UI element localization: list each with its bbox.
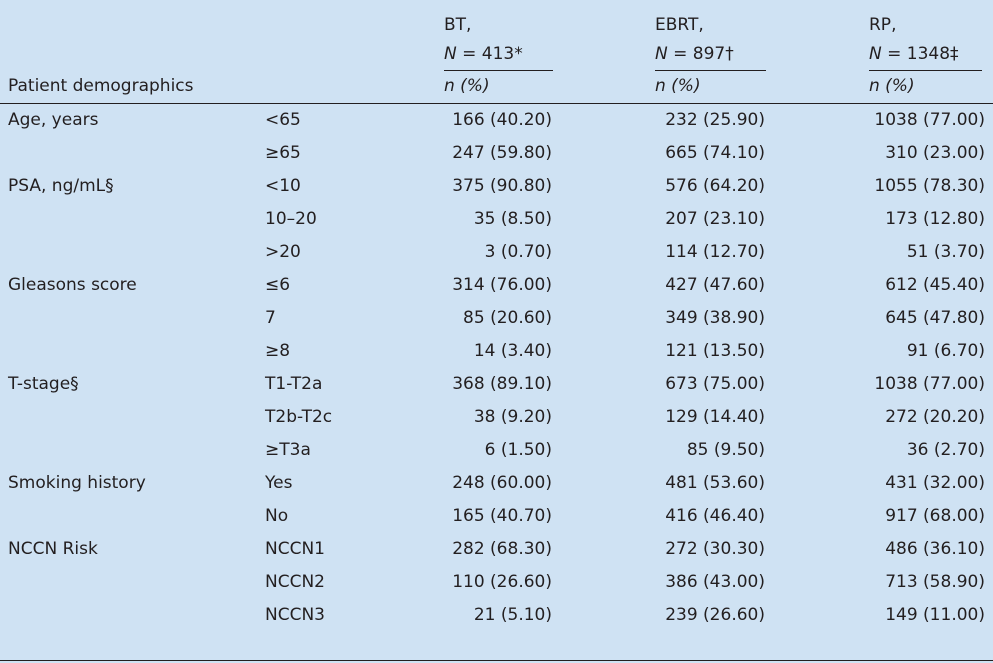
row-category: ≥T3a bbox=[265, 440, 311, 460]
row-category: 7 bbox=[265, 308, 276, 328]
table-row bbox=[0, 203, 993, 236]
row-demographic: Gleasons score bbox=[8, 275, 137, 295]
table-row bbox=[0, 302, 993, 335]
row-category: >20 bbox=[265, 242, 301, 262]
row-ebrt-value: 129 (14.40) bbox=[665, 407, 765, 427]
col-bt-n-label: N bbox=[444, 44, 457, 64]
row-rp-value: 486 (36.10) bbox=[885, 539, 985, 559]
table-row bbox=[0, 137, 993, 170]
row-rp-value: 917 (68.00) bbox=[885, 506, 985, 526]
table-row bbox=[0, 566, 993, 599]
table-row bbox=[0, 434, 993, 467]
row-rp-value: 36 (2.70) bbox=[906, 440, 985, 460]
col-rp-n-value: = 1348‡ bbox=[881, 44, 959, 64]
row-rp-value: 1038 (77.00) bbox=[874, 374, 985, 394]
row-rp-value: 272 (20.20) bbox=[885, 407, 985, 427]
table-row bbox=[0, 599, 993, 632]
row-ebrt-value: 272 (30.30) bbox=[665, 539, 765, 559]
row-ebrt-value: 665 (74.10) bbox=[665, 143, 765, 163]
row-bt-value: 85 (20.60) bbox=[463, 308, 552, 328]
col-rp-n-label: N bbox=[869, 44, 882, 64]
row-demographic: Smoking history bbox=[8, 473, 146, 493]
row-category: NCCN3 bbox=[265, 605, 325, 625]
row-bt-value: 35 (8.50) bbox=[473, 209, 552, 229]
col-bt-sub: n (%) bbox=[444, 76, 490, 96]
col-ebrt-sub: n (%) bbox=[655, 76, 701, 96]
table-row bbox=[0, 236, 993, 269]
col-ebrt-n-label: N bbox=[655, 44, 668, 64]
row-ebrt-value: 85 (9.50) bbox=[686, 440, 765, 460]
row-category: NCCN2 bbox=[265, 572, 325, 592]
row-category: T2b-T2c bbox=[265, 407, 333, 427]
row-category: <10 bbox=[265, 176, 301, 196]
col-ebrt-n-value: = 897† bbox=[667, 44, 734, 64]
table-row bbox=[0, 467, 993, 500]
row-bt-value: 248 (60.00) bbox=[452, 473, 552, 493]
col-bt-n-value: = 413* bbox=[456, 44, 523, 64]
row-category: ≤6 bbox=[265, 275, 291, 295]
table-row bbox=[0, 269, 993, 302]
row-ebrt-value: 232 (25.90) bbox=[665, 110, 765, 130]
table-row bbox=[0, 368, 993, 401]
row-rp-value: 713 (58.90) bbox=[885, 572, 985, 592]
row-bt-value: 375 (90.80) bbox=[452, 176, 552, 196]
row-bt-value: 165 (40.70) bbox=[452, 506, 552, 526]
row-rp-value: 91 (6.70) bbox=[906, 341, 985, 361]
col-rp-sub: n (%) bbox=[869, 76, 915, 96]
col-ebrt-rule bbox=[655, 70, 766, 71]
row-bt-value: 21 (5.10) bbox=[473, 605, 552, 625]
row-category: 10–20 bbox=[265, 209, 317, 229]
row-demographic: T-stage§ bbox=[8, 374, 79, 394]
row-ebrt-value: 673 (75.00) bbox=[665, 374, 765, 394]
row-ebrt-value: 576 (64.20) bbox=[665, 176, 765, 196]
col-bt-n bbox=[444, 44, 523, 64]
table-row bbox=[0, 401, 993, 434]
row-rp-value: 310 (23.00) bbox=[885, 143, 985, 163]
row-bt-value: 166 (40.20) bbox=[452, 110, 552, 130]
row-demographic: Age, years bbox=[8, 110, 99, 130]
row-bt-value: 314 (76.00) bbox=[452, 275, 552, 295]
row-bt-value: 110 (26.60) bbox=[452, 572, 552, 592]
row-ebrt-value: 207 (23.10) bbox=[665, 209, 765, 229]
row-rp-value: 645 (47.80) bbox=[885, 308, 985, 328]
row-ebrt-value: 349 (38.90) bbox=[665, 308, 765, 328]
row-ebrt-value: 427 (47.60) bbox=[665, 275, 765, 295]
row-bt-value: 14 (3.40) bbox=[473, 341, 552, 361]
row-category: T1-T2a bbox=[265, 374, 323, 394]
row-ebrt-value: 481 (53.60) bbox=[665, 473, 765, 493]
col-bt-rule bbox=[444, 70, 553, 71]
col-rp-rule bbox=[869, 70, 982, 71]
row-bt-value: 368 (89.10) bbox=[452, 374, 552, 394]
row-category: ≥65 bbox=[265, 143, 301, 163]
table-row bbox=[0, 533, 993, 566]
col-rp-n bbox=[869, 44, 959, 64]
demographics-header: Patient demographics bbox=[8, 76, 194, 96]
row-rp-value: 51 (3.70) bbox=[906, 242, 985, 262]
row-bt-value: 3 (0.70) bbox=[484, 242, 552, 262]
row-category: No bbox=[265, 506, 289, 526]
row-bt-value: 247 (59.80) bbox=[452, 143, 552, 163]
row-ebrt-value: 121 (13.50) bbox=[665, 341, 765, 361]
row-category: NCCN1 bbox=[265, 539, 325, 559]
table-row bbox=[0, 104, 993, 137]
row-ebrt-value: 239 (26.60) bbox=[665, 605, 765, 625]
row-demographic: PSA, ng/mL§ bbox=[8, 176, 114, 196]
row-ebrt-value: 386 (43.00) bbox=[665, 572, 765, 592]
row-bt-value: 6 (1.50) bbox=[484, 440, 552, 460]
row-rp-value: 431 (32.00) bbox=[885, 473, 985, 493]
row-demographic: NCCN Risk bbox=[8, 539, 98, 559]
row-rp-value: 149 (11.00) bbox=[885, 605, 985, 625]
col-ebrt-title: EBRT, bbox=[655, 15, 704, 35]
row-rp-value: 1038 (77.00) bbox=[874, 110, 985, 130]
col-rp-title: RP, bbox=[869, 15, 897, 35]
row-rp-value: 612 (45.40) bbox=[885, 275, 985, 295]
row-ebrt-value: 416 (46.40) bbox=[665, 506, 765, 526]
row-category: Yes bbox=[265, 473, 293, 493]
row-ebrt-value: 114 (12.70) bbox=[665, 242, 765, 262]
row-bt-value: 38 (9.20) bbox=[473, 407, 552, 427]
col-ebrt-n bbox=[655, 44, 734, 64]
row-category: <65 bbox=[265, 110, 301, 130]
table-bottom-rule bbox=[0, 660, 993, 661]
table-row bbox=[0, 335, 993, 368]
row-category: ≥8 bbox=[265, 341, 291, 361]
row-rp-value: 173 (12.80) bbox=[885, 209, 985, 229]
row-bt-value: 282 (68.30) bbox=[452, 539, 552, 559]
row-rp-value: 1055 (78.30) bbox=[874, 176, 985, 196]
table-row bbox=[0, 500, 993, 533]
col-bt-title: BT, bbox=[444, 15, 472, 35]
table-row bbox=[0, 170, 993, 203]
